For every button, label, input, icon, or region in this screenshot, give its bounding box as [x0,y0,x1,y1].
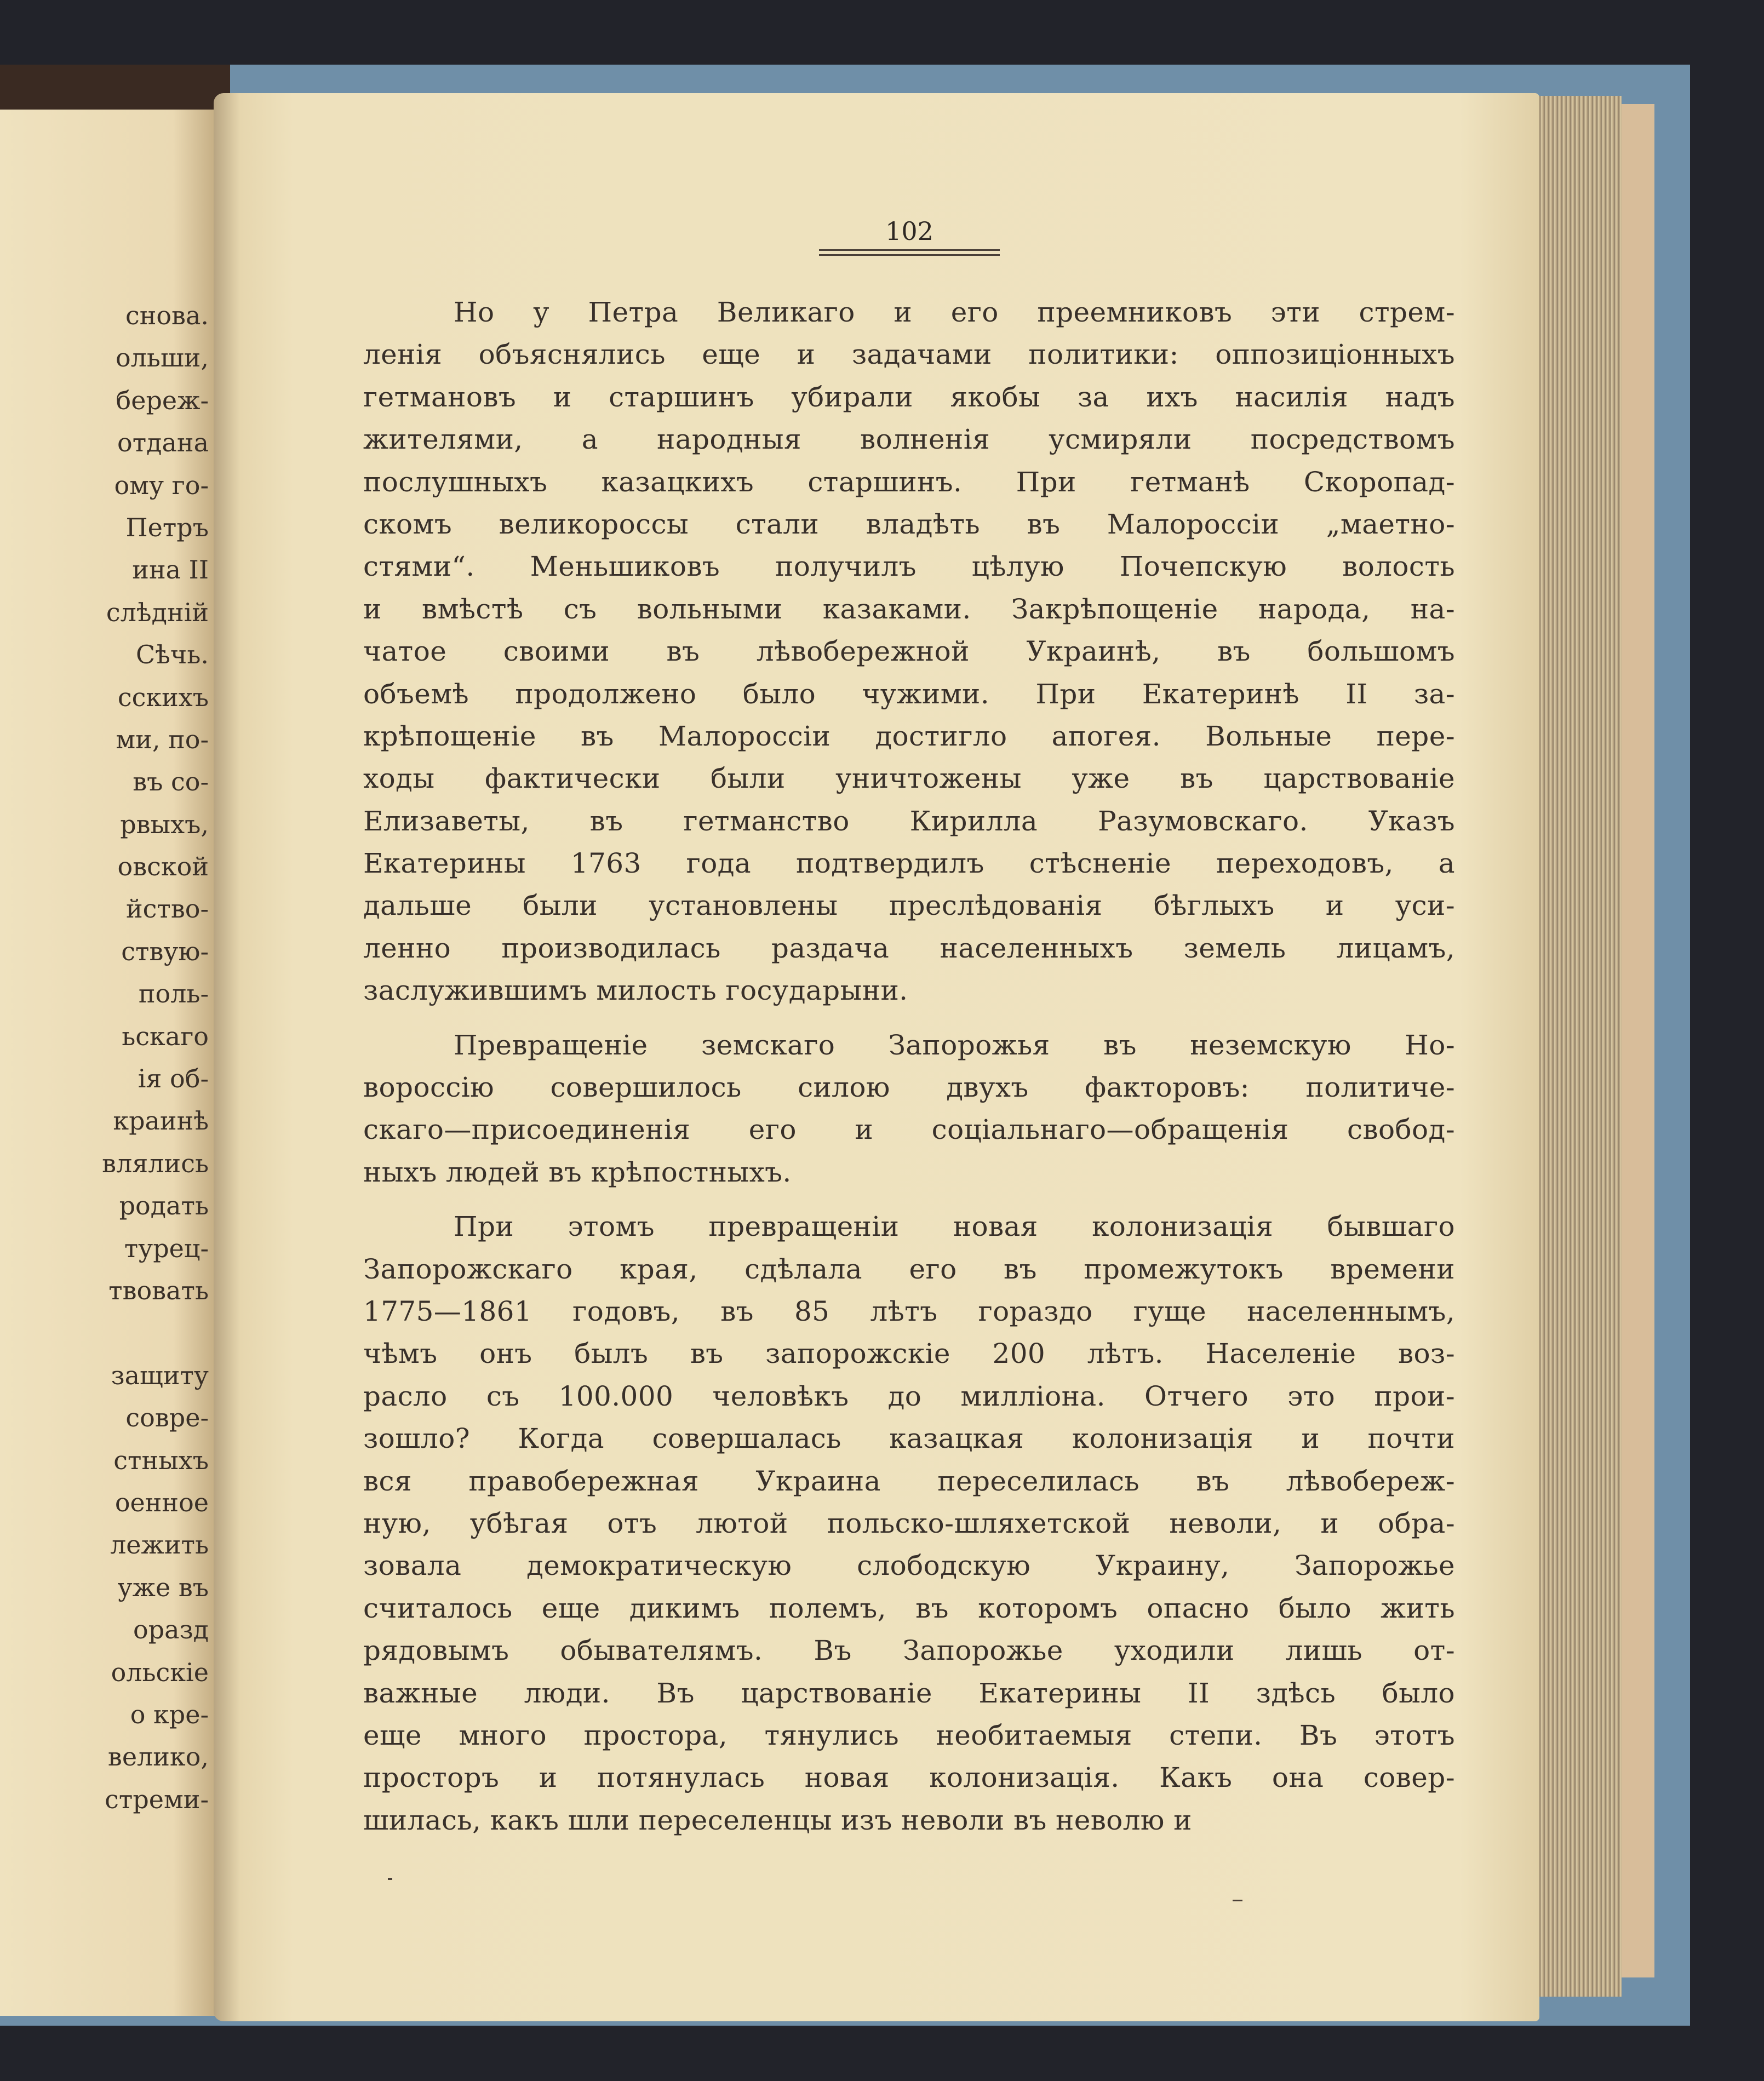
text-line: чатое своими въ лѣвобережной Украинѣ, въ большомъ [363,635,1455,668]
left-page-line [102,1312,209,1354]
text-line: шилась, какъ шли переселенцы изъ неволи въ неволю и [363,1804,1192,1836]
ink-speck [388,1878,392,1880]
text-line: Но у Петра Великаго и его преемниковъ эти стрем- [454,296,1455,328]
left-page-line: отдана [117,428,209,458]
left-page-line: оенное [114,1487,209,1517]
text-line: расло съ 100.000 человѣкъ до милліона. Отчего это прои- [363,1380,1455,1412]
paragraph [363,291,1455,1012]
left-page-line: уже въ [117,1572,209,1602]
paragraph [363,1206,1455,1842]
text-line: чѣмъ онъ былъ въ запорожскіе 200 лѣтъ. Населеніе воз- [363,1338,1455,1370]
text-line: зовала демократическую слободскую Украину, Запорожье [363,1550,1455,1582]
text-line: объемѣ продолжено было чужими. При Екатеринѣ II за- [363,678,1455,710]
text-line: Елизаветы, въ гетманство Кирилла Разумовскаго. Указъ [363,805,1455,837]
text-line: 1775—1861 годовъ, въ 85 лѣтъ гораздо гуще населеннымъ, [363,1295,1455,1327]
left-page-line: ому го- [114,470,209,500]
left-page-line: защиту [111,1360,209,1390]
left-page-line: йство- [125,894,209,924]
text-line: Екатерины 1763 года подтвердилъ стѣсненіе переходовъ, а [363,847,1455,880]
text-line: скомъ великороссы стали владѣть въ Малороссіи „маетно- [363,508,1455,540]
text-line: просторъ и потянулась новая колонизація. Какъ она совер- [363,1762,1455,1794]
left-page-line: поль- [138,979,209,1009]
left-page [0,110,216,2016]
text-line: дальше были установлены преслѣдованія бѣглыхъ и уси- [363,890,1455,922]
left-page-line: ина II [132,555,209,585]
left-page-line: ольши, [115,343,209,373]
left-page-line: стныхъ [113,1445,209,1475]
text-line: рядовымъ обывателямъ. Въ Запорожье уходили лишь от- [363,1635,1455,1667]
text-line: зошло? Когда совершалась казацкая колонизація и почти [363,1423,1455,1455]
left-page-line: Сѣчь. [135,640,209,670]
left-page-text [102,295,209,1821]
text-line: послушныхъ казацкихъ старшинъ. При гетманѣ Скоропад- [363,466,1455,498]
left-page-line: оразд [133,1615,209,1645]
left-page-line: совре- [125,1403,209,1433]
left-page-line: ствую- [121,936,209,966]
text-line: считалось еще дикимъ полемъ, въ которомъ опасно было жить [363,1592,1455,1624]
text-line: вороссію совершилось силою двухъ факторовъ: политиче- [363,1071,1455,1104]
left-page-line: о кре- [130,1699,209,1729]
text-line: заслужившимъ милость государыни. [363,974,908,1007]
left-page-line: стреми- [105,1784,209,1814]
left-page-line: турец- [124,1233,209,1263]
page-edges [1528,96,1622,1997]
left-page-line: краинѣ [113,1106,209,1136]
text-line: скаго—присоединенія его и соціальнаго—обращенія свобод- [363,1114,1455,1146]
text-line: ную, убѣгая отъ лютой польско-шляхетской неволи, и обра- [363,1507,1455,1539]
page-number-rule [819,249,1000,256]
text-line: вся правобережная Украина переселилась въ лѣвобереж- [363,1465,1455,1497]
left-page-line: лежить [110,1530,209,1560]
text-line: Запорожскаго края, сдѣлала его въ промежутокъ времени [363,1253,1455,1285]
left-page-line: овской [117,852,209,882]
left-page-line: рвыхъ, [120,809,209,839]
left-page-line: велико, [107,1742,209,1772]
text-line: стями“. Меньшиковъ получилъ цѣлую Почепскую волость [363,551,1455,583]
text-line: ленно производилась раздача населенныхъ земель лицамъ, [363,932,1455,964]
text-line: важные люди. Въ царствованіе Екатерины II здѣсь было [363,1677,1455,1709]
text-line: ходы фактически были уничтожены уже въ царствованіе [363,763,1455,795]
left-page-line: родать [119,1191,209,1221]
text-line: еще много простора, тянулись необитаемыя степи. Въ этотъ [363,1719,1455,1751]
left-page-line: береж- [116,385,209,415]
text-line: ныхъ людей въ крѣпостныхъ. [363,1156,792,1188]
left-page-line: ія об- [138,1064,209,1094]
ink-speck [1233,1900,1242,1901]
text-line: и вмѣстѣ съ вольными казаками. Закрѣпощеніе народа, на- [363,593,1455,625]
left-page-line: Петръ [125,512,209,542]
page-number: 102 [885,216,933,246]
left-page-line: твовать [108,1275,209,1305]
text-line: жителями, а народныя волненія усмиряли посредствомъ [363,423,1455,456]
left-page-line: слѣдній [106,597,209,627]
left-page-line: снова. [125,301,209,330]
left-page-line: въ со- [133,767,209,797]
left-page-line: ольскіе [111,1657,209,1687]
text-line: При этомъ превращеніи новая колонизація бывшаго [454,1211,1455,1243]
body-text [363,291,1455,1854]
text-line: Превращеніе земскаго Запорожья въ неземскую Но- [454,1029,1455,1061]
left-page-line: ми, по- [116,724,209,754]
text-line: гетмановъ и старшинъ убирали якобы за ихъ насилія надъ [363,381,1455,413]
left-page-line: ьскаго [122,1021,209,1051]
left-page-line: сскихъ [117,682,209,712]
text-line: ленія объяснялись еще и задачами политики: оппозиціонныхъ [363,339,1455,371]
left-page-line: влялись [102,1148,209,1178]
text-line: крѣпощеніе въ Малороссіи достигло апогея. Вольные пере- [363,720,1455,752]
paragraph [363,1024,1455,1194]
